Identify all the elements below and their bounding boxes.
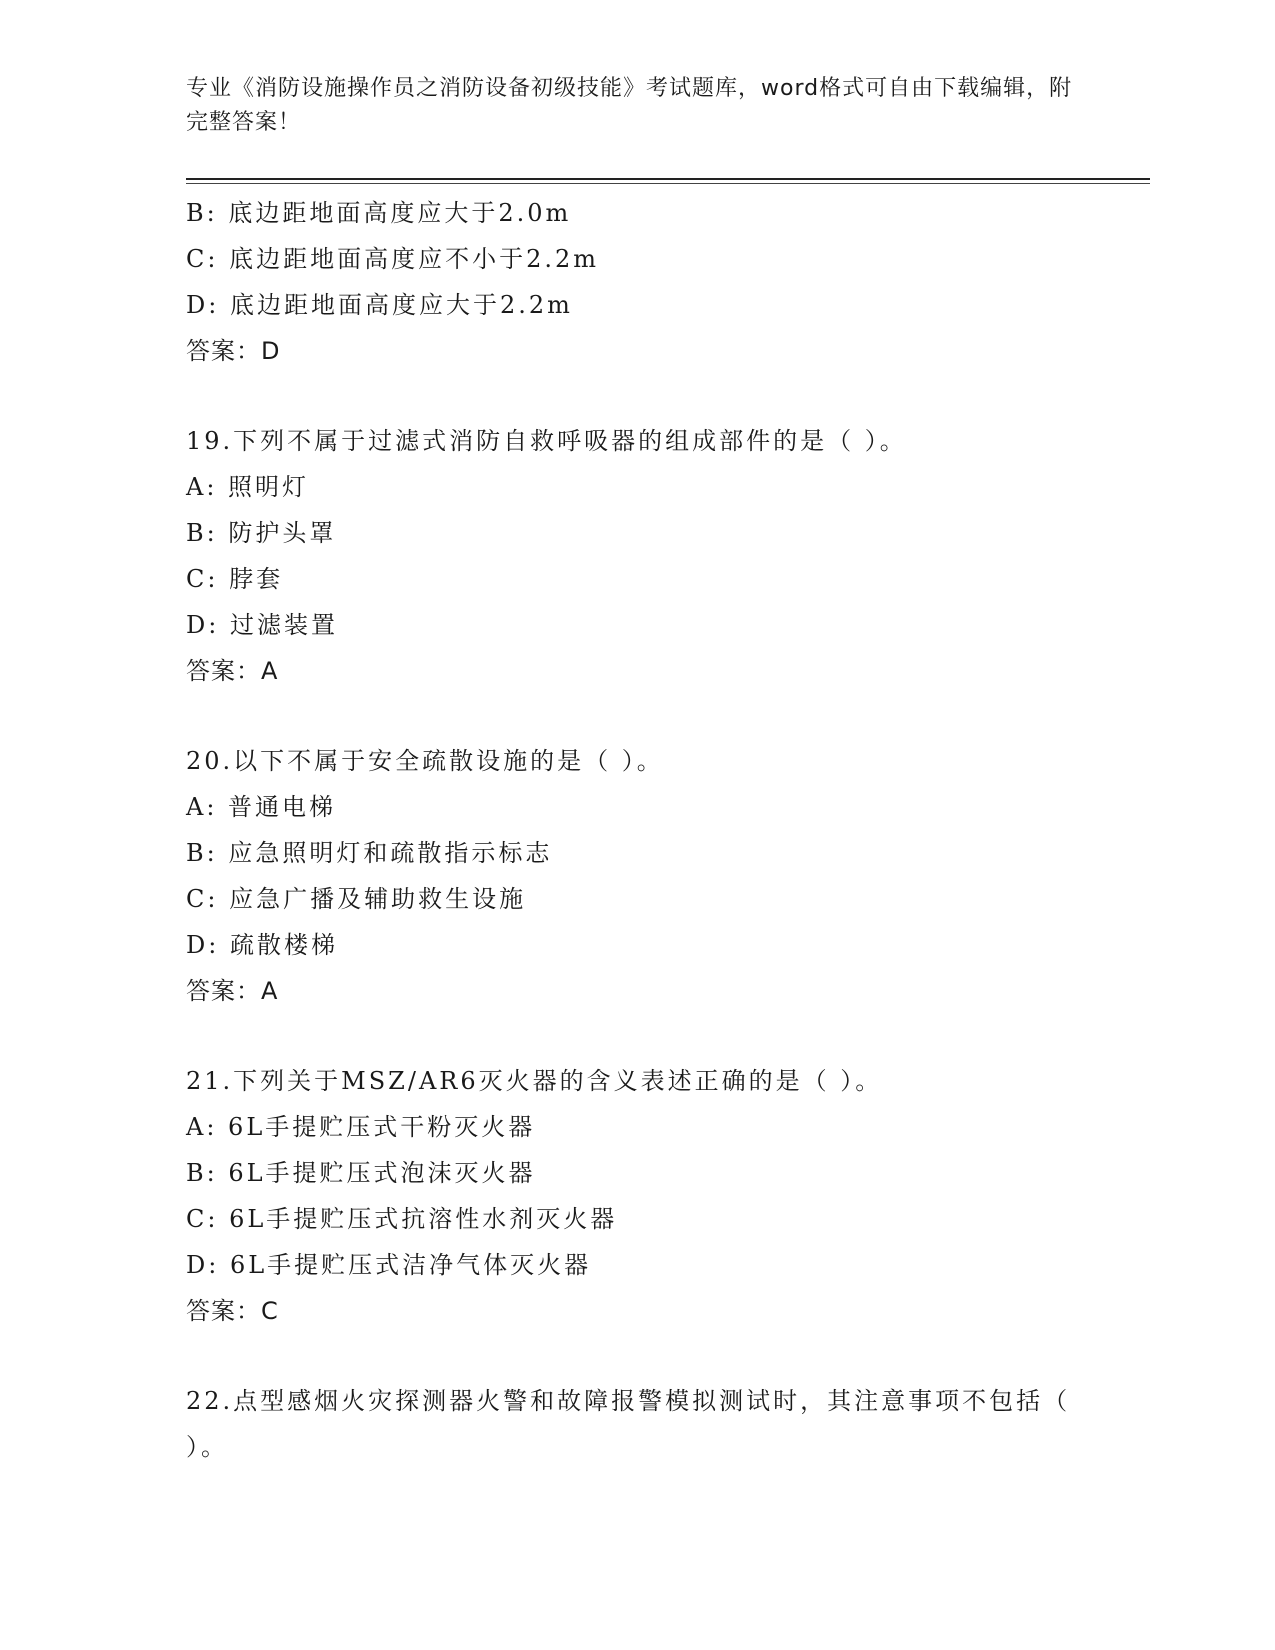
page-header: 专业《消防设施操作员之消防设备初级技能》考试题库，word格式可自由下载编辑，附完整答案！ bbox=[186, 76, 1073, 135]
question-21 bbox=[186, 1058, 1086, 1334]
spacer bbox=[186, 1334, 1086, 1378]
question-stem: 20.以下不属于安全疏散设施的是（ ）。 bbox=[186, 747, 664, 775]
answer: 答案：A bbox=[186, 657, 279, 685]
option-c: C: 6L手提贮压式抗溶性水剂灭火器 bbox=[186, 1205, 618, 1233]
question-19 bbox=[186, 418, 1086, 694]
header-rule-thin bbox=[186, 183, 1150, 184]
question-22 bbox=[186, 1378, 1086, 1470]
prev-question-tail bbox=[186, 190, 1086, 374]
option-b: B: 应急照明灯和疏散指示标志 bbox=[186, 839, 553, 867]
option-d: D: 过滤装置 bbox=[186, 611, 338, 639]
question-list bbox=[186, 190, 1086, 1470]
option-b: B: 防护头罩 bbox=[186, 519, 337, 547]
option-c: C: 底边距地面高度应不小于2.2m bbox=[186, 245, 600, 273]
option-d: D: 疏散楼梯 bbox=[186, 931, 338, 959]
answer: 答案：C bbox=[186, 1297, 279, 1325]
option-d: D: 6L手提贮压式洁净气体灭火器 bbox=[186, 1251, 592, 1279]
option-a: A: 照明灯 bbox=[186, 473, 310, 501]
option-b: B: 6L手提贮压式泡沫灭火器 bbox=[186, 1159, 536, 1187]
question-stem: 21.下列关于MSZ/AR6灭火器的含义表述正确的是（ ）。 bbox=[186, 1067, 883, 1095]
question-stem: 22.点型感烟火灾探测器火警和故障报警模拟测试时，其注意事项不包括（ ）。 bbox=[186, 1387, 1071, 1461]
spacer bbox=[186, 694, 1086, 738]
question-20 bbox=[186, 738, 1086, 1014]
header-rule-thick bbox=[186, 178, 1150, 180]
option-b: B: 底边距地面高度应大于2.0m bbox=[186, 199, 572, 227]
option-c: C: 应急广播及辅助救生设施 bbox=[186, 885, 527, 913]
option-d: D: 底边距地面高度应大于2.2m bbox=[186, 291, 573, 319]
spacer bbox=[186, 374, 1086, 418]
option-c: C: 脖套 bbox=[186, 565, 284, 593]
answer: 答案：D bbox=[186, 337, 281, 365]
spacer bbox=[186, 1014, 1086, 1058]
question-stem: 19.下列不属于过滤式消防自救呼吸器的组成部件的是（ ）。 bbox=[186, 427, 907, 455]
answer: 答案：A bbox=[186, 977, 279, 1005]
option-a: A: 6L手提贮压式干粉灭火器 bbox=[186, 1113, 536, 1141]
option-a: A: 普通电梯 bbox=[186, 793, 337, 821]
